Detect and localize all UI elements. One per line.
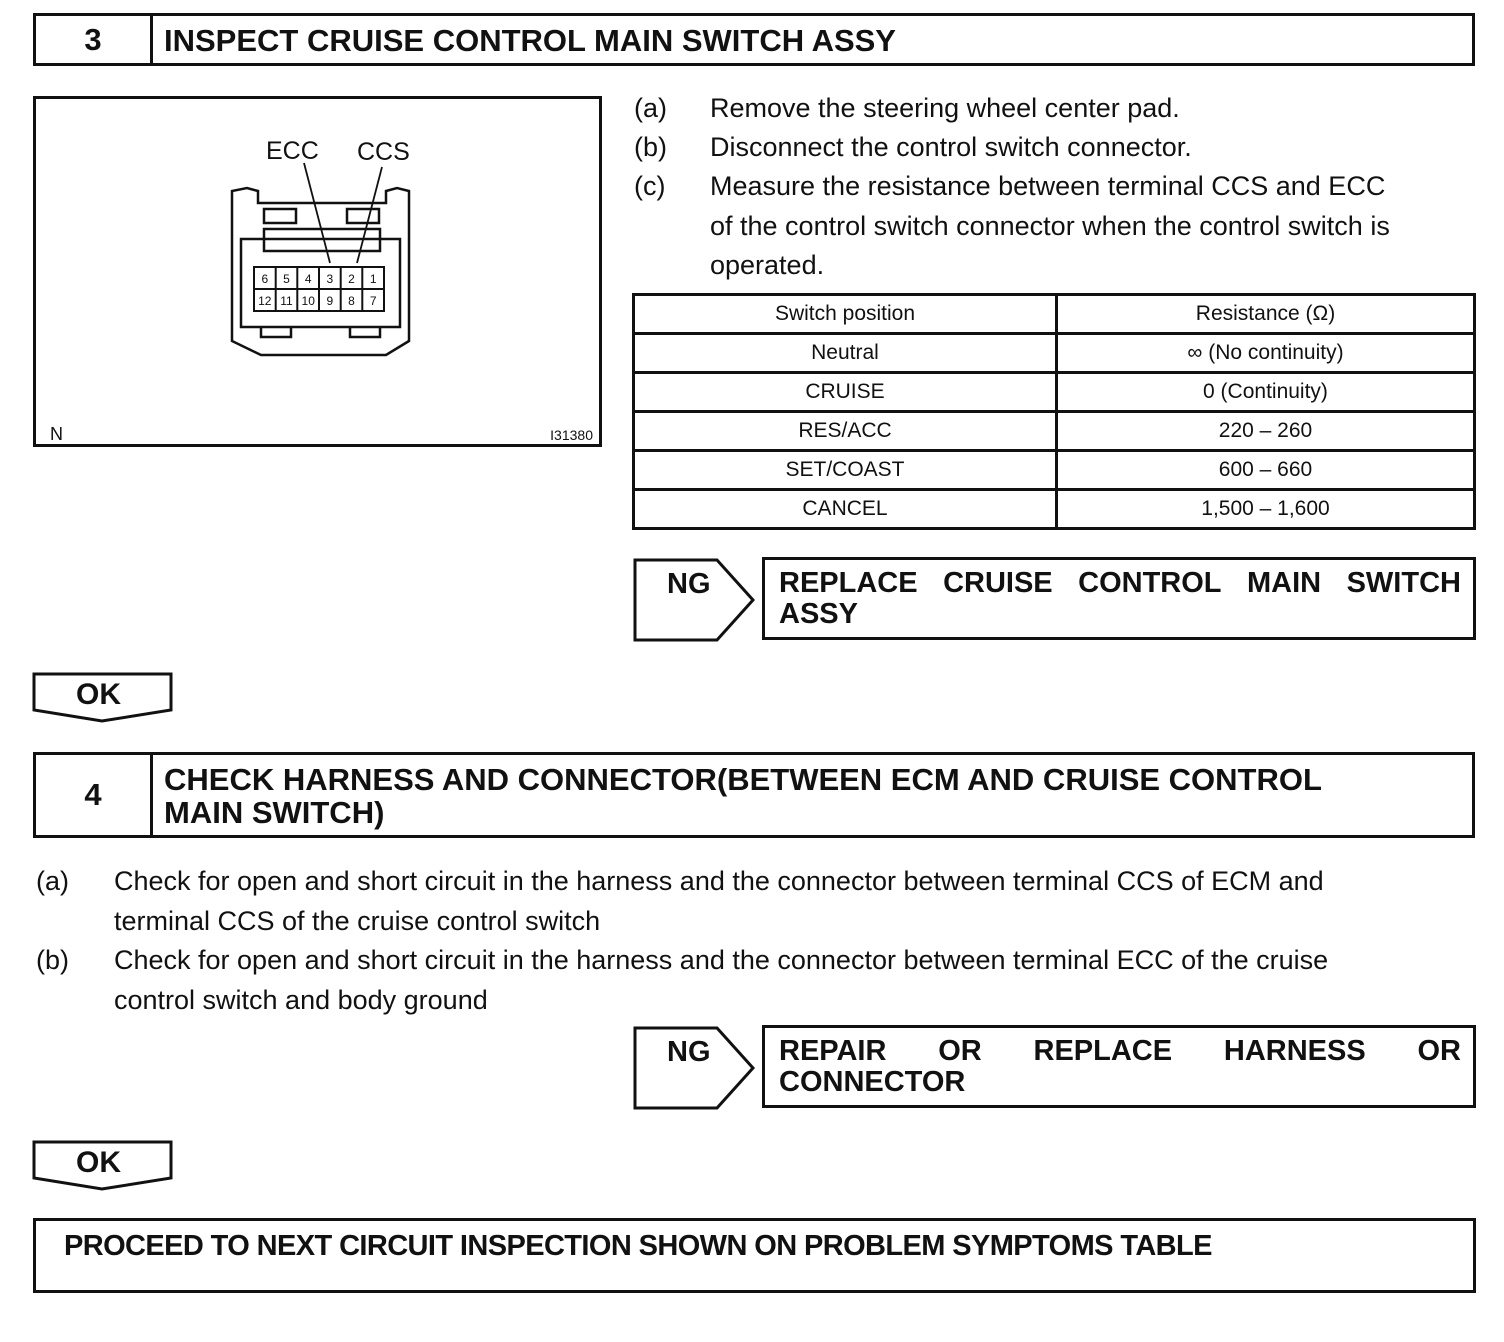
result-line-2: CONNECTOR	[779, 1066, 966, 1098]
table-cell: ∞ (No continuity)	[1057, 334, 1475, 373]
step-3-ng-label: NG	[667, 568, 711, 600]
instruction-line: Measure the resistance between terminal CCS and ECC	[710, 171, 1386, 201]
table-row	[634, 373, 1475, 412]
pin-11: 11	[280, 294, 293, 308]
step-3-ng-result	[762, 557, 1476, 640]
pin-7: 7	[369, 294, 377, 308]
pin-10: 10	[301, 294, 315, 308]
instruction-label: (a)	[36, 866, 69, 896]
result-word: SWITCH	[1346, 567, 1461, 599]
label-ecc: ECC	[266, 137, 319, 165]
connector-diagram	[36, 99, 599, 444]
step-3-header	[33, 13, 1475, 66]
result-line-2: ASSY	[779, 598, 858, 630]
step-4-number: 4	[36, 755, 153, 835]
result-line-1	[779, 1036, 1461, 1067]
pin-2: 2	[348, 272, 355, 286]
table-cell: CRUISE	[634, 373, 1057, 412]
instruction-line: terminal CCS of the cruise control switch	[114, 905, 601, 936]
result-word: CRUISE	[943, 567, 1053, 599]
instruction-line: of the control switch connector when the control switch is	[710, 210, 1390, 241]
figure-id: I31380	[550, 427, 593, 443]
step-3-number: 3	[36, 16, 153, 63]
instruction-line: Check for open and short circuit in the harness and the connector between terminal CCS of ECM and	[114, 866, 1324, 896]
step-4-header	[33, 752, 1475, 838]
step-3-ok-tag	[32, 672, 174, 724]
instruction-text	[114, 862, 1479, 941]
instruction-line: Check for open and short circuit in the harness and the connector between terminal ECC of the cruise	[114, 945, 1329, 975]
resistance-table	[632, 293, 1476, 530]
instruction-line: operated.	[710, 250, 825, 280]
label-ccs: CCS	[357, 138, 410, 166]
step-4-title-line-1: CHECK HARNESS AND CONNECTOR(BETWEEN ECM AND CRUISE CONTROL	[164, 762, 1322, 797]
pin-3: 3	[326, 272, 334, 286]
instruction-label: (a)	[634, 93, 667, 123]
figure-corner-n: N	[50, 424, 63, 444]
instruction-label: (b)	[634, 132, 667, 162]
result-word: HARNESS	[1223, 1035, 1366, 1067]
result-word: REPLACE	[779, 567, 918, 599]
instruction-3c	[634, 167, 1479, 287]
table-row	[634, 412, 1475, 451]
step-4-title-line-2: MAIN SWITCH)	[164, 795, 385, 830]
table-header-resistance: Resistance (Ω)	[1057, 295, 1475, 334]
instruction-line: control switch and body ground	[114, 984, 488, 1015]
table-cell: 0 (Continuity)	[1057, 373, 1475, 412]
instruction-text	[114, 941, 1479, 1020]
pin-4: 4	[304, 272, 312, 286]
pin-6: 6	[261, 272, 269, 286]
instruction-3b	[634, 128, 1479, 168]
step-4-ng-label: NG	[667, 1036, 711, 1068]
pin-8: 8	[348, 294, 355, 308]
table-cell: 600 – 660	[1057, 451, 1475, 490]
pin-12: 12	[258, 294, 272, 308]
result-word: REPAIR	[779, 1035, 887, 1067]
table-row	[634, 334, 1475, 373]
result-word: OR	[938, 1035, 982, 1067]
step-4-ok-label: OK	[76, 1146, 121, 1179]
step-3-ng-arrow	[633, 558, 757, 642]
result-line-1	[779, 568, 1461, 599]
instruction-text: Remove the steering wheel center pad.	[710, 93, 1180, 123]
pin-1: 1	[369, 272, 377, 286]
result-word: MAIN	[1246, 567, 1322, 599]
step-3-ok-label: OK	[76, 678, 121, 711]
table-cell: Neutral	[634, 334, 1057, 373]
instruction-label: (b)	[36, 945, 69, 975]
instruction-label: (c)	[634, 171, 666, 201]
table-cell: SET/COAST	[634, 451, 1057, 490]
result-word: CONTROL	[1078, 567, 1222, 599]
step-3-title: INSPECT CRUISE CONTROL MAIN SWITCH ASSY	[164, 23, 896, 58]
table-header-switch-position: Switch position	[634, 295, 1057, 334]
final-action-text: PROCEED TO NEXT CIRCUIT INSPECTION SHOWN ON PROBLEM SYMPTOMS TABLE	[64, 1230, 1212, 1262]
instruction-4a	[36, 862, 1481, 942]
connector-figure	[33, 96, 602, 447]
table-cell: CANCEL	[634, 490, 1057, 529]
step-4-ng-arrow	[633, 1026, 757, 1110]
table-cell: RES/ACC	[634, 412, 1057, 451]
table-header-row	[634, 295, 1475, 334]
instruction-3a	[634, 89, 1479, 129]
pin-5: 5	[283, 272, 290, 286]
instruction-4b	[36, 941, 1481, 1021]
instruction-text: Disconnect the control switch connector.	[710, 132, 1192, 162]
step-4-ng-result	[762, 1025, 1476, 1108]
result-word: OR	[1417, 1035, 1461, 1067]
table-cell: 220 – 260	[1057, 412, 1475, 451]
final-action-box	[33, 1218, 1476, 1293]
table-cell: 1,500 – 1,600	[1057, 490, 1475, 529]
pin-9: 9	[326, 294, 334, 308]
table-row	[634, 490, 1475, 529]
step-4-title	[164, 763, 1462, 829]
result-word: REPLACE	[1033, 1035, 1173, 1067]
step-4-ok-tag	[32, 1140, 174, 1192]
instruction-text	[710, 167, 1477, 286]
table-row	[634, 451, 1475, 490]
